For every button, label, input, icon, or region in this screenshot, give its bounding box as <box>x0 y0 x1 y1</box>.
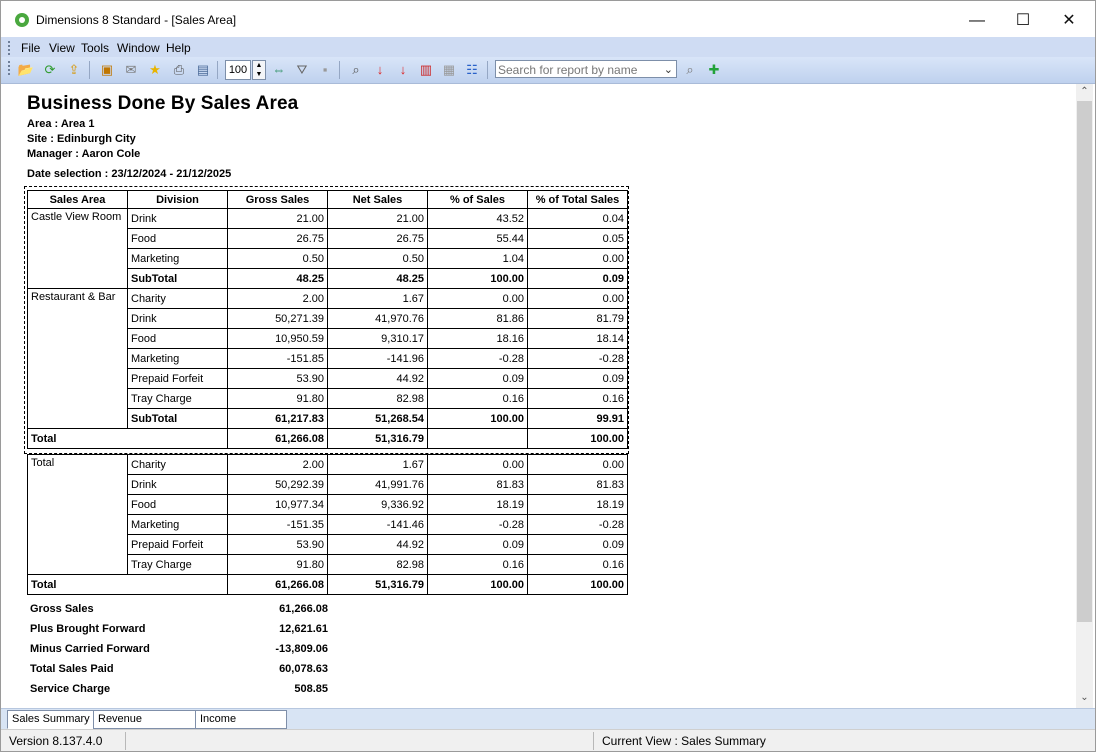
scroll-up-icon[interactable]: ⌃ <box>1080 86 1089 97</box>
date-selection-label: Date selection : 23/12/2024 - 21/12/2025 <box>27 168 232 180</box>
total-label: Total <box>28 429 228 449</box>
percent-sales-cell: 18.16 <box>428 329 528 349</box>
division-cell: Marketing <box>128 249 228 269</box>
percent-total-cell: 0.16 <box>528 555 628 575</box>
percent-total-cell: 0.00 <box>528 455 628 475</box>
gross-sales-cell: 0.50 <box>228 249 328 269</box>
gross-sales-cell: 50,271.39 <box>228 309 328 329</box>
division-cell: Charity <box>128 455 228 475</box>
summary-label: Service Charge <box>30 683 111 695</box>
zoom-level-field[interactable]: 100 <box>225 60 251 80</box>
add-report-icon[interactable]: ✚ <box>708 62 720 77</box>
search-icon[interactable]: ⌕ <box>686 62 694 77</box>
percent-sales-cell: 0.16 <box>428 555 528 575</box>
toolbar-separator <box>217 61 218 79</box>
percent-total-cell: -0.28 <box>528 515 628 535</box>
division-cell: SubTotal <box>128 409 228 429</box>
division-cell: Food <box>128 229 228 249</box>
percent-total-cell: 81.83 <box>528 475 628 495</box>
percent-sales-cell: 43.52 <box>428 209 528 229</box>
division-cell: Drink <box>128 475 228 495</box>
division-cell: Marketing <box>128 349 228 369</box>
percent-total-cell: 0.04 <box>528 209 628 229</box>
column-header: % of Total Sales <box>528 191 628 209</box>
table-row <box>28 289 628 309</box>
percent-total-cell: 0.00 <box>528 249 628 269</box>
net-sales-cell: 9,336.92 <box>328 495 428 515</box>
summary-value: 508.85 <box>294 683 328 695</box>
net-sales-cell: 48.25 <box>328 269 428 289</box>
version-label: Version 8.137.4.0 <box>9 734 103 748</box>
division-cell: Charity <box>128 289 228 309</box>
summary-label: Total Sales Paid <box>30 663 114 675</box>
net-sales-cell: 26.75 <box>328 229 428 249</box>
percent-sales-cell: 0.09 <box>428 369 528 389</box>
gross-sales-cell: 91.80 <box>228 389 328 409</box>
summary-row <box>30 600 330 620</box>
division-cell: Drink <box>128 209 228 229</box>
save-report-icon[interactable]: ▣ <box>100 62 114 77</box>
percent-sales-cell: 1.04 <box>428 249 528 269</box>
summary-row <box>30 660 330 680</box>
sort-ascending-icon[interactable]: ↓ <box>376 62 384 77</box>
summary-row <box>30 620 330 640</box>
sales-area-cell: Total <box>28 455 128 575</box>
gross-sales-cell: 50,292.39 <box>228 475 328 495</box>
sort-descending-icon[interactable]: ↓ <box>399 62 407 77</box>
percent-total-cell: 0.00 <box>528 289 628 309</box>
report-search-input[interactable] <box>495 60 677 78</box>
summary-value: -13,809.06 <box>275 643 328 655</box>
bookmark-icon[interactable]: ▥ <box>419 62 433 77</box>
current-view-label: Current View : Sales Summary <box>602 734 766 748</box>
menu-view[interactable]: View <box>49 41 75 55</box>
print-preview-icon[interactable]: ▤ <box>196 62 210 77</box>
percent-total-cell: 99.91 <box>528 409 628 429</box>
net-sales-cell: 1.67 <box>328 455 428 475</box>
minimize-button[interactable]: — <box>969 12 985 29</box>
tab-revenue-summary[interactable]: Revenue <box>93 710 196 729</box>
sales-area-cell: Castle View Room <box>28 209 128 289</box>
net-sales-cell: -141.46 <box>328 515 428 535</box>
net-sales-cell: 44.92 <box>328 369 428 389</box>
gross-sales-cell: 53.90 <box>228 535 328 555</box>
net-sales-cell: 82.98 <box>328 389 428 409</box>
gross-sales-cell: 10,950.59 <box>228 329 328 349</box>
menu-help[interactable]: Help <box>166 41 191 55</box>
division-cell: Food <box>128 495 228 515</box>
table-row <box>28 209 628 229</box>
zoom-spinner[interactable]: ▲ ▼ <box>252 60 266 80</box>
net-sales-cell: 82.98 <box>328 555 428 575</box>
status-bar <box>1 729 1095 752</box>
toolbar <box>1 57 1095 84</box>
report-viewer <box>6 84 1075 708</box>
menu-file[interactable]: File <box>21 41 41 55</box>
column-header: Net Sales <box>328 191 428 209</box>
report-tabs <box>1 708 1095 729</box>
toolbar-grip <box>8 61 12 75</box>
percent-total-cell: 18.19 <box>528 495 628 515</box>
net-sales-cell: 51,268.54 <box>328 409 428 429</box>
tab-income-summary[interactable]: Income <box>195 710 287 729</box>
vertical-scrollbar[interactable] <box>1076 84 1093 708</box>
menu-bar <box>1 37 1095 57</box>
gross-sales-cell: 61,266.08 <box>228 429 328 449</box>
open-folder-icon[interactable]: 📂 <box>17 62 35 77</box>
total-row <box>28 575 628 595</box>
summary-label: Gross Sales <box>30 603 94 615</box>
net-sales-cell: 41,991.76 <box>328 475 428 495</box>
toolbar-separator <box>89 61 90 79</box>
percent-total-cell: -0.28 <box>528 349 628 369</box>
summary-row <box>30 640 330 660</box>
net-sales-cell: 51,316.79 <box>328 575 428 595</box>
column-header: Sales Area <box>28 191 128 209</box>
summary-label: Plus Brought Forward <box>30 623 146 635</box>
summary-value: 60,078.63 <box>279 663 328 675</box>
menu-tools[interactable]: Tools <box>81 41 110 55</box>
division-cell: Tray Charge <box>128 389 228 409</box>
menu-grip <box>8 41 12 55</box>
title-bar <box>1 1 1095 37</box>
toolbar-separator <box>487 61 488 79</box>
summary-value: 12,621.61 <box>279 623 328 635</box>
gross-sales-cell: 2.00 <box>228 455 328 475</box>
chevron-down-icon[interactable]: ⌄ <box>663 64 673 76</box>
gross-sales-cell: 61,266.08 <box>228 575 328 595</box>
filter-icon[interactable]: ⛛ <box>296 62 308 77</box>
summary-value: 61,266.08 <box>279 603 328 615</box>
column-header: % of Sales <box>428 191 528 209</box>
net-sales-cell: 41,970.76 <box>328 309 428 329</box>
summary-row <box>30 680 330 700</box>
percent-sales-cell: -0.28 <box>428 349 528 369</box>
close-button[interactable]: ✕ <box>1062 12 1076 29</box>
table-header <box>28 191 628 209</box>
gross-sales-cell: 53.90 <box>228 369 328 389</box>
percent-total-cell: 0.16 <box>528 389 628 409</box>
percent-sales-cell <box>428 429 528 449</box>
net-sales-cell: 51,316.79 <box>328 429 428 449</box>
percent-sales-cell: -0.28 <box>428 515 528 535</box>
total-row <box>28 429 628 449</box>
app-logo-icon <box>15 13 29 27</box>
gross-sales-cell: 61,217.83 <box>228 409 328 429</box>
percent-sales-cell: 81.86 <box>428 309 528 329</box>
gross-sales-cell: 48.25 <box>228 269 328 289</box>
percent-sales-cell: 100.00 <box>428 575 528 595</box>
division-total-table <box>27 454 628 595</box>
percent-total-cell: 0.05 <box>528 229 628 249</box>
net-sales-cell: 1.67 <box>328 289 428 309</box>
percent-total-cell: 18.14 <box>528 329 628 349</box>
gross-sales-cell: 10,977.34 <box>228 495 328 515</box>
percent-total-cell: 0.09 <box>528 535 628 555</box>
sales-area-table <box>27 190 628 449</box>
table-row <box>28 455 628 475</box>
percent-sales-cell: 81.83 <box>428 475 528 495</box>
email-icon[interactable]: ✉ <box>125 62 137 77</box>
status-separator <box>125 732 126 750</box>
total-label: Total <box>28 575 228 595</box>
percent-total-cell: 100.00 <box>528 575 628 595</box>
favorite-star-icon[interactable]: ★ <box>149 62 161 77</box>
tree-view-icon[interactable]: ☷ <box>466 62 478 77</box>
percent-sales-cell: 100.00 <box>428 269 528 289</box>
net-sales-cell: 9,310.17 <box>328 329 428 349</box>
percent-sales-cell: 0.00 <box>428 289 528 309</box>
menu-window[interactable]: Window <box>117 41 160 55</box>
net-sales-cell: 21.00 <box>328 209 428 229</box>
fit-width-icon[interactable]: ⇔ <box>272 62 286 77</box>
export-icon[interactable]: ⇪ <box>68 62 80 77</box>
percent-sales-cell: 0.16 <box>428 389 528 409</box>
percent-total-cell: 0.09 <box>528 269 628 289</box>
refresh-icon[interactable]: ⟳ <box>44 62 56 77</box>
search-placeholder: Search for report by name <box>498 63 638 77</box>
print-icon[interactable]: ⎙ <box>173 62 185 77</box>
sales-area-cell: Restaurant & Bar <box>28 289 128 429</box>
column-header: Gross Sales <box>228 191 328 209</box>
percent-sales-cell: 55.44 <box>428 229 528 249</box>
sales-summary <box>30 600 330 700</box>
gross-sales-cell: 2.00 <box>228 289 328 309</box>
status-separator <box>593 732 594 750</box>
area-label: Area : Area 1 <box>27 118 95 130</box>
scroll-down-icon[interactable]: ⌄ <box>1080 692 1089 703</box>
window-title: Dimensions 8 Standard - [Sales Area] <box>36 13 237 27</box>
percent-sales-cell: 0.09 <box>428 535 528 555</box>
gross-sales-cell: 26.75 <box>228 229 328 249</box>
percent-total-cell: 0.09 <box>528 369 628 389</box>
column-header: Division <box>128 191 228 209</box>
summary-label: Minus Carried Forward <box>30 643 150 655</box>
division-cell: Drink <box>128 309 228 329</box>
gross-sales-cell: -151.35 <box>228 515 328 535</box>
percent-sales-cell: 0.00 <box>428 455 528 475</box>
net-sales-cell: 0.50 <box>328 249 428 269</box>
gross-sales-cell: -151.85 <box>228 349 328 369</box>
net-sales-cell: 44.92 <box>328 535 428 555</box>
gross-sales-cell: 21.00 <box>228 209 328 229</box>
maximize-button[interactable]: ☐ <box>1015 12 1031 29</box>
percent-total-cell: 100.00 <box>528 429 628 449</box>
division-cell: Prepaid Forfeit <box>128 535 228 555</box>
net-sales-cell: -141.96 <box>328 349 428 369</box>
division-cell: Tray Charge <box>128 555 228 575</box>
find-icon[interactable]: ⌕ <box>352 62 360 77</box>
toolbar-separator <box>339 61 340 79</box>
percent-total-cell: 81.79 <box>528 309 628 329</box>
disabled-action-icon[interactable]: ▪ <box>322 62 328 77</box>
tab-sales-summary[interactable]: Sales Summary <box>7 710 95 729</box>
scroll-thumb[interactable] <box>1077 101 1092 622</box>
division-cell: Food <box>128 329 228 349</box>
disabled-tool-icon[interactable]: ▦ <box>442 62 456 77</box>
percent-sales-cell: 18.19 <box>428 495 528 515</box>
division-cell: Prepaid Forfeit <box>128 369 228 389</box>
percent-sales-cell: 100.00 <box>428 409 528 429</box>
division-cell: SubTotal <box>128 269 228 289</box>
manager-label: Manager : Aaron Cole <box>27 148 141 160</box>
gross-sales-cell: 91.80 <box>228 555 328 575</box>
division-cell: Marketing <box>128 515 228 535</box>
site-label: Site : Edinburgh City <box>27 133 136 145</box>
report-title: Business Done By Sales Area <box>27 93 299 114</box>
